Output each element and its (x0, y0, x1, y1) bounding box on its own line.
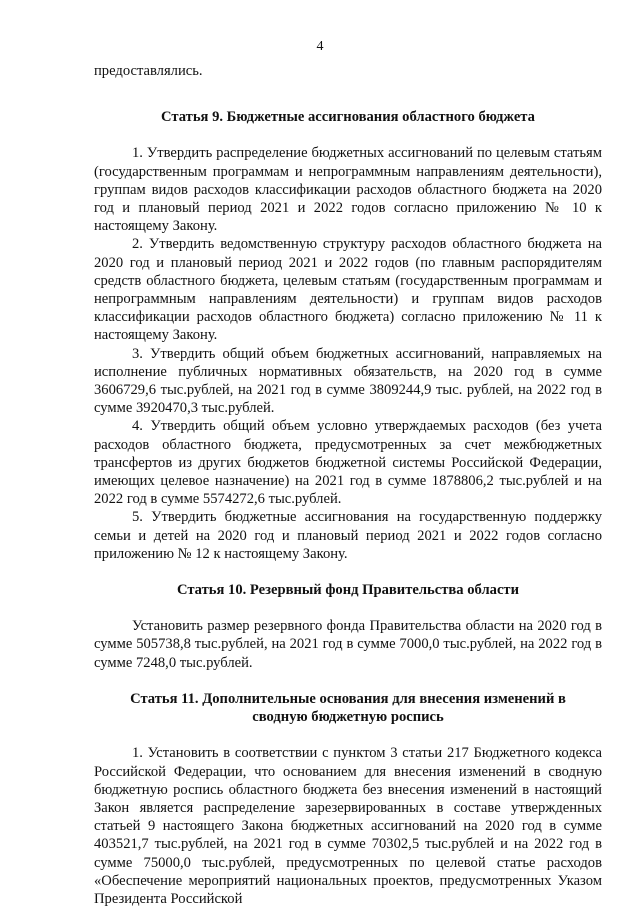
article-10-title: Статья 10. Резервный фонд Правительства области (176, 582, 519, 599)
article-11-title-line-1: Статья 11. Дополнительные основания для внесения изменений в (130, 690, 566, 707)
article-9-paragraph-3: 3. Утвердить общий объем бюджетных ассигнований, направляемых на исполнение публичных нормативных обязательств, на 2020 год в сумме 3606729,6 тыс.рублей, на 2021 год в сумме 3809244,9 тыс. рублей, на 2022 год в сумме 3920470,3 тыс.рублей. (94, 345, 602, 417)
article-9-paragraph-4: 4. Утвердить общий объем условно утверждаемых расходов (без учета расходов областного бюджета, предусмотренных за счет межбюджетных трансфертов из других бюджетов бюджетной системы Российской Федерации, имеющих целевое назначение) на 2021 год в сумме 1878806,2 тыс.рублей и на 2022 год в сумме 5574272,6 тыс.рублей. (94, 418, 602, 508)
article-11-title-line-2: сводную бюджетную роспись (252, 709, 444, 726)
article-9-paragraph-5: 5. Утвердить бюджетные ассигнования на государственную поддержку семьи и детей на 2020 год и плановый период 2021 и 2022 годов согласно приложению № 12 к настоящему Закону. (94, 509, 602, 562)
article-10-paragraph-1: Установить размер резервного фонда Правительства области на 2020 год в сумме 505738,8 тыс.рублей, на 2021 год в сумме 7000,0 тыс.рублей, на 2022 год в сумме 7248,0 тыс.рублей. (94, 618, 602, 671)
article-9-title: Статья 9. Бюджетные ассигнования областного бюджета (161, 109, 535, 126)
article-9-paragraph-1: 1. Утвердить распределение бюджетных ассигнований по целевым статьям (государственным программам и непрограммным направлениям деятельности), группам видов расходов классификации расходов областного бюджета на 2020 год и плановый период 2021 и 2022 годов согласно приложению № 10 к настоящему Закону. (94, 145, 602, 235)
article-11-paragraph-1: 1. Установить в соответствии с пунктом 3 статьи 217 Бюджетного кодекса Российской Федерации, что основанием для внесения изменений в сводную бюджетную роспись областного бюджета без внесения изменений в настоящий Закон является распределение зарезервированных в составе утвержденных статьей 9 настоящего Закона бюджетных ассигнований на 2020 год в сумме 403521,7 тыс.рублей, на 2021 год в сумме 70302,5 тыс.рублей и на 2022 год в сумме 75000,0 тыс.рублей, предусмотренных по целевой статье расходов «Обеспечение мероприятий национальных проектов, предусмотренных Указом Президента Российской (94, 745, 602, 907)
intro-line: предоставлялись. (94, 63, 203, 79)
document-body (94, 62, 602, 908)
article-9-paragraph-2: 2. Утвердить ведомственную структуру расходов областного бюджета на 2020 год и плановый период 2021 и 2022 годов (по главным распорядителям средств областного бюджета, целевым статьям (государственным программам и непрограммным направлениям деятельности) и группам видов расходов классификации расходов областного бюджета) согласно приложению № 11 к настоящему Закону. (94, 236, 602, 344)
page-number: 4 (316, 39, 324, 54)
